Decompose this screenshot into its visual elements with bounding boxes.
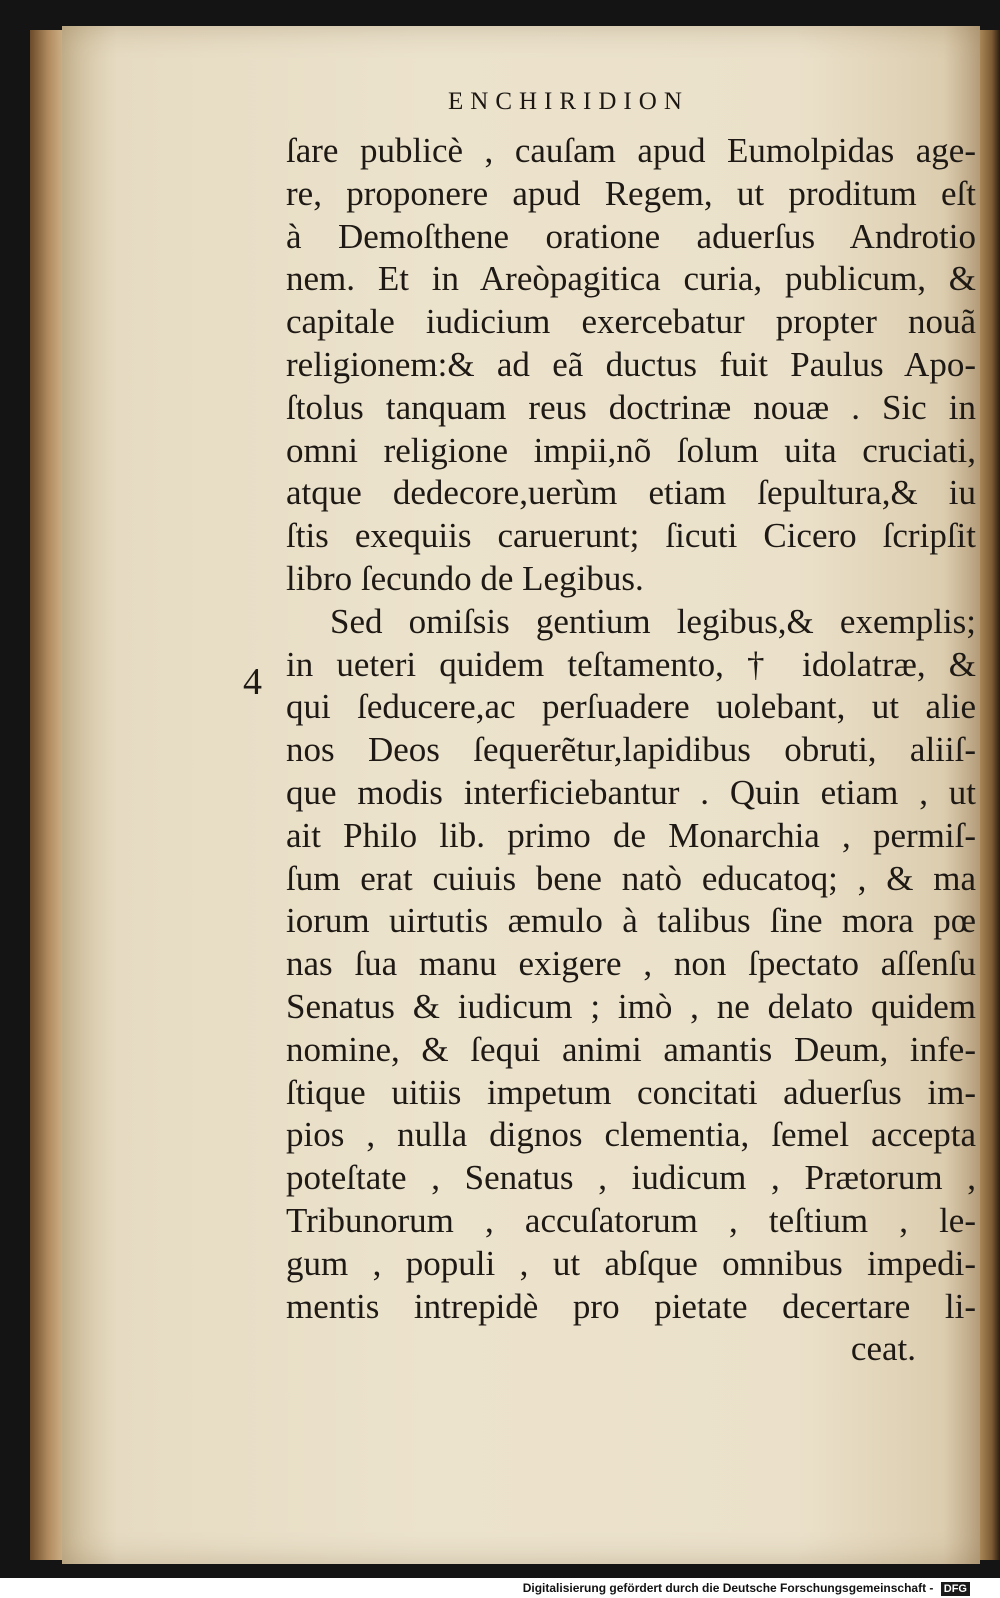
text-line: Tribunorum , accuſatorum , teſtium , le- — [286, 1200, 976, 1240]
digitization-credit — [523, 1580, 970, 1596]
book-edge-right — [980, 30, 1000, 1560]
text-line: nem. Et in Areòpagitica curia, publicum, & — [286, 259, 976, 299]
text-line: nos Deos ſequerẽtur,lapidibus obruti, aliiſ- — [286, 730, 976, 770]
running-head: ENCHIRIDION — [448, 88, 689, 115]
text-line: mentis intrepidè pro pietate decertare li- — [286, 1286, 976, 1326]
text-line: religionem:& ad eã ductus fuit Paulus Apo- — [286, 344, 976, 384]
text-line: poteſtate , Senatus , iudicum , Prætorum , — [286, 1158, 976, 1198]
text-line: re, proponere apud Regem, ut proditum eſt — [286, 173, 976, 213]
margin-section-number: 4 — [243, 661, 262, 703]
text-line: ſtis exequiis caruerunt; ſicuti Cicero ſcripſit — [286, 516, 976, 556]
body-text — [286, 130, 976, 1371]
text-line: que modis interficiebantur . Quin etiam , ut — [286, 772, 976, 812]
text-line: à Demoſthene oratione aduerſus Androtio — [286, 216, 976, 256]
text-line: pios , nulla dignos clementia, ſemel accepta — [286, 1115, 976, 1155]
text-line: qui ſeducere,ac perſuadere uolebant, ut alie — [286, 687, 976, 727]
credit-text: Digitalisierung gefördert durch die Deutsche Forschungsgemeinschaft - — [522, 1581, 934, 1595]
text-line: ſare publicè , cauſam apud Eumolpidas age- — [286, 131, 976, 170]
text-line: capitale iudicium exercebatur propter nouã — [286, 302, 976, 342]
dfg-logo: DFG — [941, 1582, 970, 1596]
text-line: iorum uirtutis æmulo à talibus ſine mora pœ — [286, 901, 976, 941]
text-line: gum , populi , ut abſque omnibus impedi- — [286, 1243, 976, 1283]
text-line: ait Philo lib. primo de Monarchia , permiſ- — [286, 815, 976, 855]
text-line: in ueteri quidem teſtamento, † idolatræ, & — [286, 644, 976, 684]
text-line: nomine, & ſequi animi amantis Deum, infe- — [286, 1029, 976, 1069]
text-line: Senatus & iudicum ; imò , ne delato quidem — [286, 986, 976, 1026]
text-line: omni religione impii,nõ ſolum uita cruciati, — [286, 430, 976, 470]
text-line: atque dedecore,uerùm etiam ſepultura,& iu — [286, 473, 976, 513]
text-line: ſtique uitiis impetum concitati aduerſus im- — [286, 1072, 976, 1112]
text-line: nas ſua manu exigere , non ſpectato aſſenſu — [286, 944, 976, 984]
catchword: ceat. — [850, 1329, 916, 1369]
text-line: ſtolus tanquam reus doctrinæ nouæ . Sic in — [286, 387, 976, 427]
text-line: libro ſecundo de Legibus. — [286, 558, 644, 598]
text-line: ſum erat cuiuis bene natò educatoq; , & ma — [286, 858, 976, 898]
paragraph-start-line: Sed omiſsis gentium legibus,& exemplis; — [330, 601, 976, 641]
